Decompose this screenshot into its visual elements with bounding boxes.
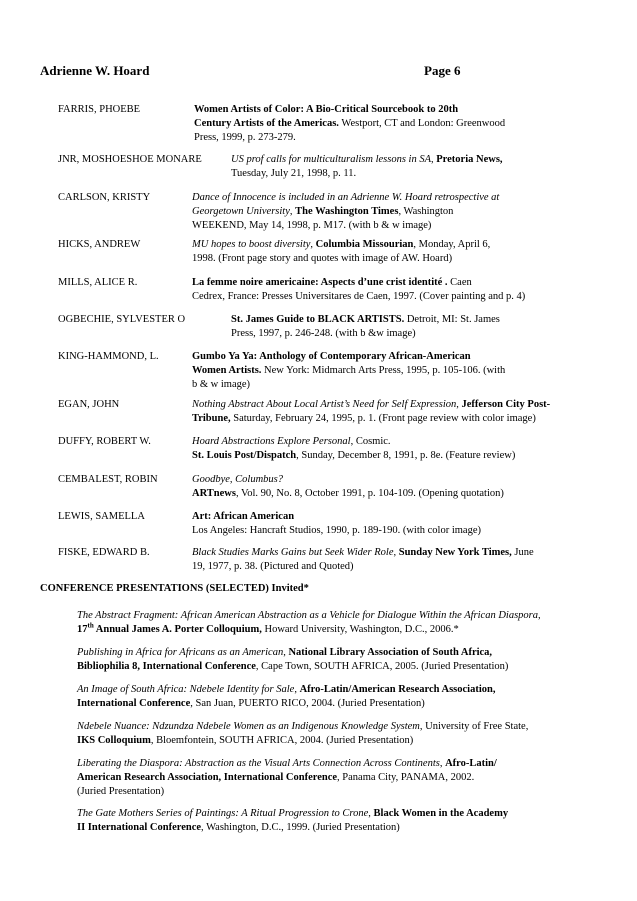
presentation-title: The Gate Mothers Series of Paintings: A Ritual Progression to Crone [77,808,369,819]
conference-line [77,697,577,711]
conference-details: , Cape Town, SOUTH AFRICA, 2005. (Juried Presentation) [255,661,509,672]
conference-name: 17 [77,624,88,635]
citation-line [192,510,582,524]
citation-text: New York: Midmarch Arts Press, 1995, p. 105-106. (with [261,365,506,376]
citation-text: , [310,239,316,250]
conference-line [77,785,577,799]
entry-citation [192,398,582,426]
entry-author: HICKS, ANDREW [58,239,141,250]
conference-line [77,660,577,674]
citation-line [192,205,582,219]
conference-line [77,720,577,734]
entry-citation [194,103,584,145]
citation-title: Gumbo Ya Ya: Anthology of Contemporary African-American [192,351,471,362]
citation-line [192,473,582,487]
citation-text: Los Angeles: Hancraft Studios, 1990, p. 189-190. (with color image) [192,525,481,536]
entry-author: CARLSON, KRISTY [58,192,151,203]
entry-author: OGBECHIE, SYLVESTER O [58,314,186,325]
section-heading-conferences: CONFERENCE PRESENTATIONS (SELECTED) Invited* [40,583,309,594]
citation-title: Women Artists. [192,365,262,376]
conference-line [77,821,577,835]
citation-line [192,364,582,378]
citation-line [192,238,582,252]
entry-citation [192,350,582,392]
conference-details: , [294,684,300,695]
citation-title: La femme noire americaine: Aspects d’une crist identité . [192,277,448,288]
citation-title: Art: African American [192,511,295,522]
citation-text: Cedrex, France: Presses Universitares de Caen, 1997. (Cover painting and p. 4) [192,291,526,302]
header-name: Adrienne W. Hoard [40,63,150,78]
conference-name: National Library Association of South Africa, [288,647,493,658]
citation-line [192,546,592,560]
citation-publication: The Washington Times [295,206,399,217]
citation-publication: Sunday New York Times, [398,547,512,558]
citation-title: St. James Guide to BLACK ARTISTS. [231,314,405,325]
conference-details: , University of Free State, [419,721,529,732]
citation-text: , Sunday, December 8, 1991, p. 8e. (Feature review) [296,450,516,461]
entry-citation [192,238,582,266]
entry-author: FISKE, EDWARD B. [58,547,150,558]
citation-text: Saturday, February 24, 1995, p. 1. (Front page review with color image) [230,413,536,424]
citation-text: Tuesday, July 21, 1998, p. 11. [231,168,357,179]
citation-text: Press, 1999, p. 273-279. [194,132,296,143]
entry-citation [192,473,582,501]
conference-details: , Panama City, PANAMA, 2002. [337,772,475,783]
citation-line [231,167,621,181]
citation-line [192,412,582,426]
citation-article: Nothing Abstract About Local Artist’s Need for Self Expression [192,399,457,410]
entry-citation [192,191,582,233]
conference-details: , [368,808,374,819]
citation-text: WEEKEND, May 14, 1998, p. M17. (with b & w image) [192,220,432,231]
conference-name: American Research Association, International Conference [77,772,338,783]
citation-publication: Pretoria News, [436,154,503,165]
entry-citation [192,276,612,304]
citation-text: , [456,399,462,410]
conference-line [77,807,577,821]
entry-citation [231,313,621,341]
citation-line [192,191,582,205]
citation-text: Detroit, MI: St. James [404,314,500,325]
conference-name: Annual James A. Porter Colloquium, [93,624,262,635]
presentation-title: An Image of South Africa: Ndebele Identity for Sale [77,684,295,695]
citation-article: Goodbye, Columbus? [192,474,283,485]
citation-text: , [431,154,437,165]
citation-publication: St. Louis Post/Dispatch [192,450,297,461]
conference-entry [77,757,577,799]
citation-title: Century Artists of the Americas. [194,118,339,129]
citation-line [192,398,582,412]
conference-line [77,646,577,660]
conference-line [77,757,577,771]
citation-line [192,435,582,449]
citation-text: , Vol. 90, No. 8, October 1991, p. 104-109. (Opening quotation) [235,488,504,499]
citation-article: Black Studies Marks Gains but Seek Wider Role [192,547,394,558]
citation-article: Dance of Innocence is included in an Adrienne W. Hoard retrospective at [192,192,500,203]
citation-text: 1998. (Front page story and quotes with image of AW. Hoard) [192,253,453,264]
citation-text: , Monday, April 6, [413,239,491,250]
conference-name: Afro-Latin/ [445,758,497,769]
conference-details: , Washington, D.C., 1999. (Juried Presentation) [201,822,400,833]
conference-details: Howard University, Washington, D.C., 2006.* [261,624,459,635]
presentation-title: Ndebele Nuance: Ndzundza Ndebele Women as an Indigenous Knowledge System [77,721,420,732]
entry-author: EGAN, JOHN [58,399,120,410]
citation-text: Caen [447,277,472,288]
conference-entry [77,646,577,674]
conference-details: , [283,647,289,658]
conference-details: , [439,758,446,769]
conference-line [77,734,577,748]
citation-text: , [393,547,399,558]
citation-line [231,153,621,167]
presentation-title: Publishing in Africa for Africans as an American [77,647,284,658]
citation-publication: ARTnews [192,488,236,499]
citation-article: Hoard Abstractions Explore Personal [192,436,351,447]
entry-author: MILLS, ALICE R. [58,277,138,288]
citation-line [192,276,612,290]
citation-line [192,487,582,501]
citation-line [192,252,582,266]
citation-line [192,219,582,233]
conference-details: , San Juan, PUERTO RICO, 2004. (Juried Presentation) [190,698,425,709]
citation-line [231,327,621,341]
citation-line [194,131,584,145]
citation-line [194,103,584,117]
entry-citation [192,435,582,463]
entry-author: DUFFY, ROBERT W. [58,436,151,447]
citation-line [231,313,621,327]
citation-article: Georgetown University [192,206,290,217]
conference-name: Black Women in the Academy [373,808,509,819]
conference-line [77,623,577,637]
citation-line [192,378,582,392]
conference-entry [77,609,577,637]
citation-line [192,350,582,364]
citation-line [192,560,592,574]
citation-text: 19, 1977, p. 38. (Pictured and Quoted) [192,561,354,572]
citation-text: , [289,206,296,217]
entry-citation [192,546,592,574]
ordinal-suffix: th [87,621,94,630]
entry-author: CEMBALEST, ROBIN [58,474,158,485]
citation-text: b & w image) [192,379,251,390]
entry-author: FARRIS, PHOEBE [58,104,141,115]
citation-text: , Cosmic. [350,436,391,447]
conference-name: Afro-Latin/American Research Association, [299,684,496,695]
citation-text: Westport, CT and London: Greenwood [338,118,506,129]
conference-line [77,609,577,623]
citation-publication: Columbia Missourian [315,239,414,250]
citation-text: June [511,547,534,558]
citation-article: MU hopes to boost diversity [192,239,311,250]
citation-publication: Tribune, [192,413,231,424]
conference-entry [77,683,577,711]
entry-citation [192,510,582,538]
citation-line [194,117,584,131]
conference-line [77,771,577,785]
conference-name: Bibliophilia 8, International Conference [77,661,256,672]
conference-entry [77,720,577,748]
entry-author: KING-HAMMOND, L. [58,351,159,362]
citation-title: Women Artists of Color: A Bio-Critical Sourcebook to 20th [194,104,459,115]
presentation-title: The Abstract Fragment: African American Abstraction as a Vehicle for Dialogue Within the African Diaspora, [77,610,541,621]
entry-citation [231,153,621,181]
citation-line [192,449,582,463]
conference-line [77,683,577,697]
entry-author: LEWIS, SAMELLA [58,511,145,522]
entry-author: JNR, MOSHOESHOE MONARE [58,154,202,165]
citation-publication: Jefferson City Post- [461,399,551,410]
conference-name: IKS Colloquium [77,735,151,746]
conference-entry [77,807,577,835]
citation-text: Press, 1997, p. 246-248. (with b &w image) [231,328,416,339]
citation-line [192,290,612,304]
conference-details: , Bloemfontein, SOUTH AFRICA, 2004. (Juried Presentation) [150,735,414,746]
citation-text: , Washington [398,206,454,217]
citation-article: US prof calls for multiculturalism lessons in SA [231,154,431,165]
conference-details: (Juried Presentation) [77,786,165,797]
conference-name: II International Conference [77,822,202,833]
conference-name: International Conference [77,698,191,709]
header-page-number: Page 6 [424,63,461,78]
presentation-title: Liberating the Diaspora: Abstraction as the Visual Arts Connection Across Continents [77,758,440,769]
citation-line [192,524,582,538]
